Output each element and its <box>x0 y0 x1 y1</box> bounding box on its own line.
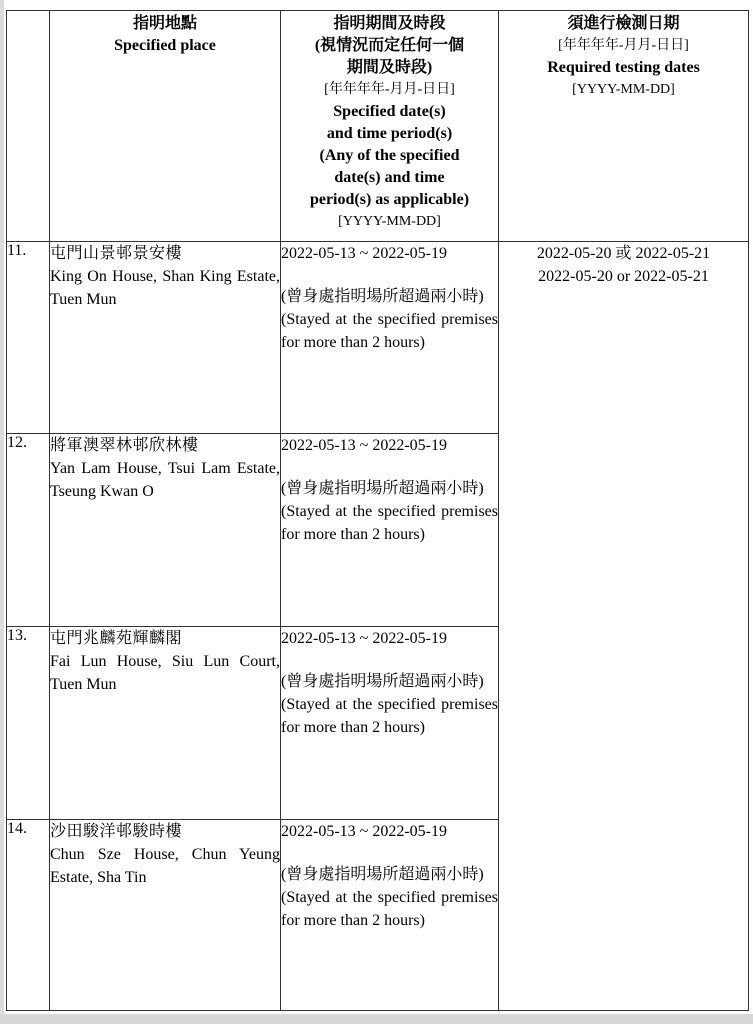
page-left-edge <box>0 0 4 1024</box>
row-period-cell <box>281 434 499 627</box>
stay-note-en: (Stayed at the specified premises for more than 2 hours) <box>281 503 498 543</box>
place-name-zh: 屯門兆麟苑輝麟閣 <box>50 630 183 647</box>
header-testing-format-en: [YYYY-MM-DD] <box>572 82 675 97</box>
header-period-zh-2: (視情況而定任何一個 <box>314 37 465 54</box>
header-period-format-zh: [年年年年-月月-日日] <box>324 82 455 97</box>
date-range: 2022-05-13 ~ 2022-05-19 <box>281 245 447 262</box>
row-number: 13. <box>7 627 50 820</box>
place-name-zh: 將軍澳翠林邨欣林樓 <box>50 437 199 454</box>
row-period-cell <box>281 627 499 820</box>
header-period-en-2: and time period(s) <box>326 125 453 142</box>
row-place-cell <box>50 434 281 627</box>
specified-places-table <box>6 10 749 1011</box>
place-name-en: King On House, Shan King Estate, Tuen Mun <box>50 268 280 308</box>
stay-note-en: (Stayed at the specified premises for more than 2 hours) <box>281 889 498 929</box>
header-period-en-3: (Any of the specified <box>319 147 460 164</box>
row-period-cell <box>281 820 499 1011</box>
stay-note-zh: (曾身處指明場所超過兩小時) <box>281 480 484 497</box>
header-period-format-en: [YYYY-MM-DD] <box>338 214 441 229</box>
table-row <box>7 242 749 434</box>
row-period-cell <box>281 242 499 434</box>
header-place-cell <box>50 11 281 242</box>
place-name-zh: 沙田駿洋邨駿時樓 <box>50 823 183 840</box>
table-header-row <box>7 11 749 242</box>
place-name-en: Yan Lam House, Tsui Lam Estate, Tseung Kwan O <box>50 460 280 500</box>
date-range: 2022-05-13 ~ 2022-05-19 <box>281 437 447 454</box>
place-name-en: Fai Lun House, Siu Lun Court, Tuen Mun <box>50 653 280 693</box>
row-number: 11. <box>7 242 50 434</box>
testing-dates-zh: 2022-05-20 或 2022-05-21 <box>536 245 711 262</box>
header-period-en-1: Specified date(s) <box>333 103 446 120</box>
header-period-zh-3: 期間及時段) <box>346 59 433 76</box>
header-period-cell <box>281 11 499 242</box>
header-place-en: Specified place <box>114 37 216 54</box>
testing-dates-en: 2022-05-20 or 2022-05-21 <box>538 268 709 285</box>
date-range: 2022-05-13 ~ 2022-05-19 <box>281 630 447 647</box>
stay-note-zh: (曾身處指明場所超過兩小時) <box>281 288 484 305</box>
row-number: 14. <box>7 820 50 1011</box>
stay-note-zh: (曾身處指明場所超過兩小時) <box>281 866 484 883</box>
stay-note-en: (Stayed at the specified premises for more than 2 hours) <box>281 696 498 736</box>
testing-dates-cell <box>499 242 749 1011</box>
header-testing-en: Required testing dates <box>547 59 700 76</box>
stay-note-zh: (曾身處指明場所超過兩小時) <box>281 673 484 690</box>
place-name-zh: 屯門山景邨景安樓 <box>50 245 183 262</box>
horizontal-scrollbar[interactable] <box>0 1014 753 1024</box>
header-place-zh: 指明地點 <box>132 15 197 32</box>
header-period-zh-1: 指明期間及時段 <box>333 15 446 32</box>
row-number: 12. <box>7 434 50 627</box>
row-place-cell <box>50 242 281 434</box>
header-period-en-4: date(s) and time <box>334 169 445 186</box>
row-place-cell <box>50 820 281 1011</box>
stay-note-en: (Stayed at the specified premises for more than 2 hours) <box>281 311 498 351</box>
header-period-en-5: period(s) as applicable) <box>309 191 470 208</box>
header-number-cell <box>7 11 50 242</box>
header-testing-zh: 須進行檢測日期 <box>567 15 680 32</box>
header-testing-format-zh: [年年年年-月月-日日] <box>558 38 689 53</box>
header-testing-cell <box>499 11 749 242</box>
date-range: 2022-05-13 ~ 2022-05-19 <box>281 823 447 840</box>
row-place-cell <box>50 627 281 820</box>
place-name-en: Chun Sze House, Chun Yeung Estate, Sha Tin <box>50 846 280 886</box>
